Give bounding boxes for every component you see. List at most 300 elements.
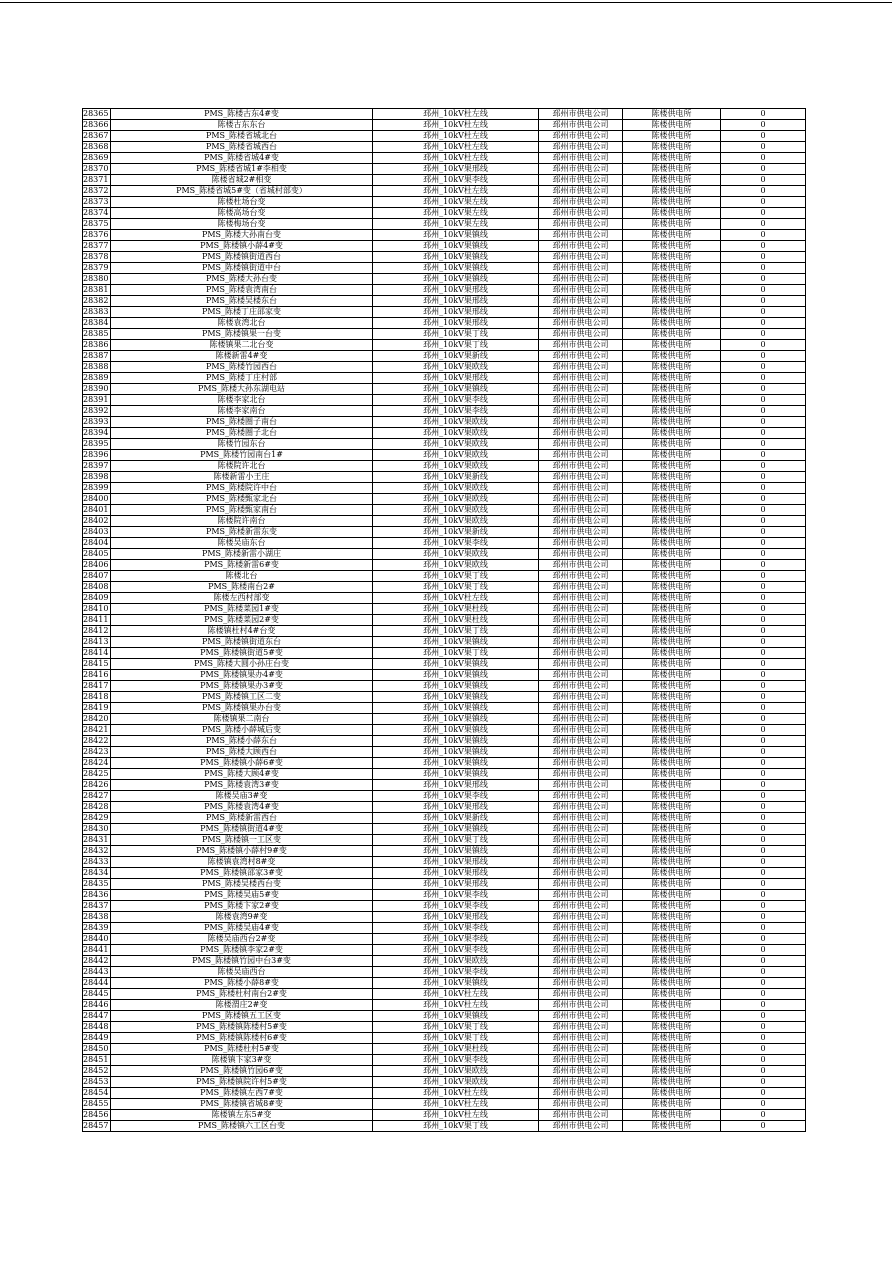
table-row xyxy=(83,538,806,549)
value-cell: 0 xyxy=(721,1088,806,1099)
supply-station-cell: 陈楼供电所 xyxy=(623,901,721,912)
station-name-cell: PMS_陈楼新雷小湖庄 xyxy=(111,549,373,560)
row-id-cell: 28388 xyxy=(83,362,111,373)
company-cell: 邳州市供电公司 xyxy=(539,560,623,571)
table-row xyxy=(83,120,806,131)
supply-station-cell: 陈楼供电所 xyxy=(623,549,721,560)
supply-station-cell: 陈楼供电所 xyxy=(623,791,721,802)
value-cell: 0 xyxy=(721,846,806,857)
value-cell: 0 xyxy=(721,802,806,813)
feeder-line-cell: 邳州_10kV果镇线 xyxy=(373,692,539,703)
table-row xyxy=(83,1011,806,1022)
station-name-cell: PMS_陈楼省城5#变（省城村部变） xyxy=(111,186,373,197)
row-id-cell: 28441 xyxy=(83,945,111,956)
station-name-cell: PMS_陈楼省城北台 xyxy=(111,131,373,142)
feeder-line-cell: 邳州_10kV果镇线 xyxy=(373,230,539,241)
feeder-line-cell: 邳州_10kV果欧线 xyxy=(373,428,539,439)
feeder-line-cell: 邳州_10kV果李线 xyxy=(373,791,539,802)
supply-station-cell: 陈楼供电所 xyxy=(623,461,721,472)
feeder-line-cell: 邳州_10kV杜左线 xyxy=(373,186,539,197)
station-name-cell: 陈楼镇杜村4#台变 xyxy=(111,626,373,637)
table-row xyxy=(83,736,806,747)
supply-station-cell: 陈楼供电所 xyxy=(623,1044,721,1055)
table-row xyxy=(83,934,806,945)
station-name-cell: PMS_陈楼镇左西7#变 xyxy=(111,1088,373,1099)
row-id-cell: 28415 xyxy=(83,659,111,670)
supply-station-cell: 陈楼供电所 xyxy=(623,857,721,868)
company-cell: 邳州市供电公司 xyxy=(539,153,623,164)
feeder-line-cell: 邳州_10kV果镇线 xyxy=(373,274,539,285)
feeder-line-cell: 邳州_10kV杜左线 xyxy=(373,120,539,131)
table-row xyxy=(83,692,806,703)
supply-station-cell: 陈楼供电所 xyxy=(623,208,721,219)
row-id-cell: 28416 xyxy=(83,670,111,681)
company-cell: 邳州市供电公司 xyxy=(539,428,623,439)
value-cell: 0 xyxy=(721,1077,806,1088)
supply-station-cell: 陈楼供电所 xyxy=(623,846,721,857)
feeder-line-cell: 邳州_10kV果欧线 xyxy=(373,516,539,527)
value-cell: 0 xyxy=(721,472,806,483)
company-cell: 邳州市供电公司 xyxy=(539,780,623,791)
feeder-line-cell: 邳州_10kV果李线 xyxy=(373,406,539,417)
supply-station-cell: 陈楼供电所 xyxy=(623,120,721,131)
value-cell: 0 xyxy=(721,736,806,747)
value-cell: 0 xyxy=(721,208,806,219)
row-id-cell: 28439 xyxy=(83,923,111,934)
company-cell: 邳州市供电公司 xyxy=(539,274,623,285)
value-cell: 0 xyxy=(721,637,806,648)
company-cell: 邳州市供电公司 xyxy=(539,1110,623,1121)
value-cell: 0 xyxy=(721,450,806,461)
feeder-line-cell: 邳州_10kV果丁线 xyxy=(373,571,539,582)
value-cell: 0 xyxy=(721,516,806,527)
company-cell: 邳州市供电公司 xyxy=(539,296,623,307)
company-cell: 邳州市供电公司 xyxy=(539,285,623,296)
station-name-cell: 陈楼吴庙3#变 xyxy=(111,791,373,802)
station-name-cell: 陈楼渭庄2#变 xyxy=(111,1000,373,1011)
company-cell: 邳州市供电公司 xyxy=(539,835,623,846)
station-name-cell: PMS_陈楼镇小薛6#变 xyxy=(111,758,373,769)
feeder-line-cell: 邳州_10kV果邢线 xyxy=(373,857,539,868)
supply-station-cell: 陈楼供电所 xyxy=(623,505,721,516)
company-cell: 邳州市供电公司 xyxy=(539,131,623,142)
value-cell: 0 xyxy=(721,395,806,406)
feeder-line-cell: 邳州_10kV杜左线 xyxy=(373,989,539,1000)
company-cell: 邳州市供电公司 xyxy=(539,648,623,659)
value-cell: 0 xyxy=(721,329,806,340)
value-cell: 0 xyxy=(721,648,806,659)
feeder-line-cell: 邳州_10kV果镇线 xyxy=(373,384,539,395)
supply-station-cell: 陈楼供电所 xyxy=(623,373,721,384)
value-cell: 0 xyxy=(721,769,806,780)
value-cell: 0 xyxy=(721,1033,806,1044)
table-row xyxy=(83,131,806,142)
station-name-cell: PMS_陈楼省城西台 xyxy=(111,142,373,153)
feeder-line-cell: 邳州_10kV果新线 xyxy=(373,813,539,824)
feeder-line-cell: 邳州_10kV果欧线 xyxy=(373,549,539,560)
company-cell: 邳州市供电公司 xyxy=(539,670,623,681)
feeder-line-cell: 邳州_10kV杜左线 xyxy=(373,131,539,142)
row-id-cell: 28453 xyxy=(83,1077,111,1088)
supply-station-cell: 陈楼供电所 xyxy=(623,1022,721,1033)
station-name-cell: PMS_陈楼镇竹园6#变 xyxy=(111,1066,373,1077)
supply-station-cell: 陈楼供电所 xyxy=(623,307,721,318)
table-row xyxy=(83,307,806,318)
row-id-cell: 28424 xyxy=(83,758,111,769)
feeder-line-cell: 邳州_10kV果邢线 xyxy=(373,802,539,813)
station-name-cell: PMS_陈楼吴楼东台 xyxy=(111,296,373,307)
company-cell: 邳州市供电公司 xyxy=(539,406,623,417)
company-cell: 邳州市供电公司 xyxy=(539,340,623,351)
supply-station-cell: 陈楼供电所 xyxy=(623,1099,721,1110)
supply-station-cell: 陈楼供电所 xyxy=(623,615,721,626)
row-id-cell: 28396 xyxy=(83,450,111,461)
table-row xyxy=(83,494,806,505)
station-name-cell: PMS_陈楼小薛东台 xyxy=(111,736,373,747)
feeder-line-cell: 邳州_10kV果欧线 xyxy=(373,1066,539,1077)
row-id-cell: 28367 xyxy=(83,131,111,142)
table-row xyxy=(83,923,806,934)
company-cell: 邳州市供电公司 xyxy=(539,1099,623,1110)
row-id-cell: 28380 xyxy=(83,274,111,285)
supply-station-cell: 陈楼供电所 xyxy=(623,1066,721,1077)
station-name-cell: PMS_陈楼杜村南台2#变 xyxy=(111,989,373,1000)
company-cell: 邳州市供电公司 xyxy=(539,329,623,340)
value-cell: 0 xyxy=(721,857,806,868)
value-cell: 0 xyxy=(721,879,806,890)
company-cell: 邳州市供电公司 xyxy=(539,373,623,384)
station-name-cell: PMS_陈楼小薛8#变 xyxy=(111,978,373,989)
table-row xyxy=(83,461,806,472)
table-row xyxy=(83,241,806,252)
supply-station-cell: 陈楼供电所 xyxy=(623,516,721,527)
value-cell: 0 xyxy=(721,1022,806,1033)
table-row xyxy=(83,329,806,340)
table-row xyxy=(83,967,806,978)
company-cell: 邳州市供电公司 xyxy=(539,505,623,516)
row-id-cell: 28371 xyxy=(83,175,111,186)
table-row xyxy=(83,351,806,362)
supply-station-cell: 陈楼供电所 xyxy=(623,1077,721,1088)
company-cell: 邳州市供电公司 xyxy=(539,483,623,494)
row-id-cell: 28409 xyxy=(83,593,111,604)
table-row xyxy=(83,637,806,648)
feeder-line-cell: 邳州_10kV果李线 xyxy=(373,538,539,549)
row-id-cell: 28404 xyxy=(83,538,111,549)
company-cell: 邳州市供电公司 xyxy=(539,692,623,703)
row-id-cell: 28381 xyxy=(83,285,111,296)
row-id-cell: 28375 xyxy=(83,219,111,230)
table-row xyxy=(83,505,806,516)
table-row xyxy=(83,230,806,241)
table-row xyxy=(83,1099,806,1110)
company-cell: 邳州市供电公司 xyxy=(539,175,623,186)
station-name-cell: 陈楼镇果二北台变 xyxy=(111,340,373,351)
station-name-cell: PMS_陈楼袁湾南台 xyxy=(111,285,373,296)
feeder-line-cell: 邳州_10kV果欧线 xyxy=(373,483,539,494)
feeder-line-cell: 邳州_10kV果镇线 xyxy=(373,758,539,769)
feeder-line-cell: 邳州_10kV果欧线 xyxy=(373,505,539,516)
company-cell: 邳州市供电公司 xyxy=(539,802,623,813)
feeder-line-cell: 邳州_10kV杜左线 xyxy=(373,153,539,164)
company-cell: 邳州市供电公司 xyxy=(539,912,623,923)
row-id-cell: 28422 xyxy=(83,736,111,747)
supply-station-cell: 陈楼供电所 xyxy=(623,670,721,681)
supply-station-cell: 陈楼供电所 xyxy=(623,417,721,428)
station-name-cell: PMS_陈楼镇陈楼村6#变 xyxy=(111,1033,373,1044)
row-id-cell: 28452 xyxy=(83,1066,111,1077)
row-id-cell: 28397 xyxy=(83,461,111,472)
station-name-cell: PMS_陈楼袁湾4#变 xyxy=(111,802,373,813)
table-row xyxy=(83,615,806,626)
supply-station-cell: 陈楼供电所 xyxy=(623,384,721,395)
value-cell: 0 xyxy=(721,780,806,791)
station-name-cell: 陈楼北台 xyxy=(111,571,373,582)
row-id-cell: 28454 xyxy=(83,1088,111,1099)
table-row xyxy=(83,1022,806,1033)
supply-station-cell: 陈楼供电所 xyxy=(623,263,721,274)
row-id-cell: 28411 xyxy=(83,615,111,626)
feeder-line-cell: 邳州_10kV果邢线 xyxy=(373,296,539,307)
company-cell: 邳州市供电公司 xyxy=(539,538,623,549)
supply-station-cell: 陈楼供电所 xyxy=(623,318,721,329)
feeder-line-cell: 邳州_10kV果镇线 xyxy=(373,736,539,747)
station-name-cell: PMS_陈楼丁庄村部 xyxy=(111,373,373,384)
station-name-cell: PMS_陈楼新雷西台 xyxy=(111,813,373,824)
supply-station-cell: 陈楼供电所 xyxy=(623,956,721,967)
feeder-line-cell: 邳州_10kV果丁线 xyxy=(373,1121,539,1132)
row-id-cell: 28417 xyxy=(83,681,111,692)
value-cell: 0 xyxy=(721,692,806,703)
company-cell: 邳州市供电公司 xyxy=(539,230,623,241)
row-id-cell: 28421 xyxy=(83,725,111,736)
value-cell: 0 xyxy=(721,560,806,571)
company-cell: 邳州市供电公司 xyxy=(539,362,623,373)
row-id-cell: 28366 xyxy=(83,120,111,131)
value-cell: 0 xyxy=(721,945,806,956)
value-cell: 0 xyxy=(721,890,806,901)
row-id-cell: 28392 xyxy=(83,406,111,417)
station-name-cell: PMS_陈楼镇果一台变 xyxy=(111,329,373,340)
supply-station-cell: 陈楼供电所 xyxy=(623,758,721,769)
feeder-line-cell: 邳州_10kV果丁线 xyxy=(373,1022,539,1033)
company-cell: 邳州市供电公司 xyxy=(539,1066,623,1077)
table-row xyxy=(83,362,806,373)
supply-station-cell: 陈楼供电所 xyxy=(623,538,721,549)
row-id-cell: 28368 xyxy=(83,142,111,153)
station-name-cell: 陈楼新雷小王庄 xyxy=(111,472,373,483)
station-name-cell: 陈楼袁湾9#变 xyxy=(111,912,373,923)
value-cell: 0 xyxy=(721,703,806,714)
station-name-cell: PMS_陈楼杜村5#变 xyxy=(111,1044,373,1055)
value-cell: 0 xyxy=(721,549,806,560)
value-cell: 0 xyxy=(721,967,806,978)
table-row xyxy=(83,197,806,208)
company-cell: 邳州市供电公司 xyxy=(539,1022,623,1033)
company-cell: 邳州市供电公司 xyxy=(539,615,623,626)
row-id-cell: 28443 xyxy=(83,967,111,978)
station-name-cell: PMS_陈楼镇五工区变 xyxy=(111,1011,373,1022)
supply-station-cell: 陈楼供电所 xyxy=(623,582,721,593)
station-name-cell: 陈楼院许南台 xyxy=(111,516,373,527)
supply-station-cell: 陈楼供电所 xyxy=(623,1033,721,1044)
supply-station-cell: 陈楼供电所 xyxy=(623,1121,721,1132)
station-name-cell: 陈楼李家北台 xyxy=(111,395,373,406)
company-cell: 邳州市供电公司 xyxy=(539,934,623,945)
row-id-cell: 28426 xyxy=(83,780,111,791)
supply-station-cell: 陈楼供电所 xyxy=(623,879,721,890)
company-cell: 邳州市供电公司 xyxy=(539,593,623,604)
value-cell: 0 xyxy=(721,824,806,835)
feeder-line-cell: 邳州_10kV果新线 xyxy=(373,527,539,538)
value-cell: 0 xyxy=(721,153,806,164)
row-id-cell: 28393 xyxy=(83,417,111,428)
value-cell: 0 xyxy=(721,1099,806,1110)
value-cell: 0 xyxy=(721,351,806,362)
station-name-cell: PMS_陈楼大孙东湖电站 xyxy=(111,384,373,395)
value-cell: 0 xyxy=(721,120,806,131)
station-name-cell: 陈楼镇果二南台 xyxy=(111,714,373,725)
table-row xyxy=(83,1055,806,1066)
feeder-line-cell: 邳州_10kV果欧线 xyxy=(373,417,539,428)
supply-station-cell: 陈楼供电所 xyxy=(623,230,721,241)
supply-station-cell: 陈楼供电所 xyxy=(623,1000,721,1011)
feeder-line-cell: 邳州_10kV果邢线 xyxy=(373,780,539,791)
company-cell: 邳州市供电公司 xyxy=(539,219,623,230)
company-cell: 邳州市供电公司 xyxy=(539,549,623,560)
supply-station-cell: 陈楼供电所 xyxy=(623,494,721,505)
supply-station-cell: 陈楼供电所 xyxy=(623,912,721,923)
table-row xyxy=(83,626,806,637)
company-cell: 邳州市供电公司 xyxy=(539,186,623,197)
feeder-line-cell: 邳州_10kV果杜线 xyxy=(373,615,539,626)
company-cell: 邳州市供电公司 xyxy=(539,703,623,714)
feeder-line-cell: 邳州_10kV果邢线 xyxy=(373,285,539,296)
feeder-line-cell: 邳州_10kV果镇线 xyxy=(373,824,539,835)
value-cell: 0 xyxy=(721,439,806,450)
supply-station-cell: 陈楼供电所 xyxy=(623,296,721,307)
company-cell: 邳州市供电公司 xyxy=(539,758,623,769)
feeder-line-cell: 邳州_10kV果新线 xyxy=(373,351,539,362)
supply-station-cell: 陈楼供电所 xyxy=(623,681,721,692)
value-cell: 0 xyxy=(721,230,806,241)
company-cell: 邳州市供电公司 xyxy=(539,890,623,901)
row-id-cell: 28445 xyxy=(83,989,111,1000)
supply-station-cell: 陈楼供电所 xyxy=(623,406,721,417)
table-row xyxy=(83,1121,806,1132)
supply-station-cell: 陈楼供电所 xyxy=(623,472,721,483)
table-row xyxy=(83,604,806,615)
feeder-line-cell: 邳州_10kV果欧线 xyxy=(373,560,539,571)
table-row xyxy=(83,527,806,538)
table-row xyxy=(83,769,806,780)
supply-station-cell: 陈楼供电所 xyxy=(623,329,721,340)
supply-station-cell: 陈楼供电所 xyxy=(623,934,721,945)
value-cell: 0 xyxy=(721,912,806,923)
feeder-line-cell: 邳州_10kV果丁线 xyxy=(373,1033,539,1044)
row-id-cell: 28390 xyxy=(83,384,111,395)
feeder-line-cell: 邳州_10kV果杜线 xyxy=(373,1044,539,1055)
value-cell: 0 xyxy=(721,285,806,296)
row-id-cell: 28406 xyxy=(83,560,111,571)
company-cell: 邳州市供电公司 xyxy=(539,1044,623,1055)
company-cell: 邳州市供电公司 xyxy=(539,527,623,538)
station-name-cell: PMS_陈楼镇一工区变 xyxy=(111,835,373,846)
row-id-cell: 28383 xyxy=(83,307,111,318)
value-cell: 0 xyxy=(721,527,806,538)
feeder-line-cell: 邳州_10kV果丁线 xyxy=(373,835,539,846)
table-row xyxy=(83,1066,806,1077)
supply-station-cell: 陈楼供电所 xyxy=(623,197,721,208)
station-name-cell: PMS_陈楼竹园南台1# xyxy=(111,450,373,461)
row-id-cell: 28389 xyxy=(83,373,111,384)
table-body xyxy=(83,109,806,1132)
row-id-cell: 28423 xyxy=(83,747,111,758)
supply-station-cell: 陈楼供电所 xyxy=(623,142,721,153)
company-cell: 邳州市供电公司 xyxy=(539,747,623,758)
company-cell: 邳州市供电公司 xyxy=(539,791,623,802)
station-name-cell: PMS_陈楼镇竹园中台3#变 xyxy=(111,956,373,967)
supply-station-cell: 陈楼供电所 xyxy=(623,824,721,835)
value-cell: 0 xyxy=(721,725,806,736)
company-cell: 邳州市供电公司 xyxy=(539,626,623,637)
supply-station-cell: 陈楼供电所 xyxy=(623,571,721,582)
supply-station-cell: 陈楼供电所 xyxy=(623,450,721,461)
table-row xyxy=(83,714,806,725)
station-name-cell: PMS_陈楼大顾4#变 xyxy=(111,769,373,780)
row-id-cell: 28447 xyxy=(83,1011,111,1022)
value-cell: 0 xyxy=(721,505,806,516)
value-cell: 0 xyxy=(721,384,806,395)
company-cell: 邳州市供电公司 xyxy=(539,714,623,725)
table-row xyxy=(83,208,806,219)
feeder-line-cell: 邳州_10kV果邢线 xyxy=(373,307,539,318)
station-name-cell: 陈楼吴庙西台 xyxy=(111,967,373,978)
table-row xyxy=(83,857,806,868)
table-row xyxy=(83,252,806,263)
station-name-cell: 陈楼袁湾北台 xyxy=(111,318,373,329)
station-name-cell: PMS_陈楼圈子南台 xyxy=(111,417,373,428)
table-row xyxy=(83,989,806,1000)
feeder-line-cell: 邳州_10kV果丁线 xyxy=(373,582,539,593)
company-cell: 邳州市供电公司 xyxy=(539,208,623,219)
value-cell: 0 xyxy=(721,571,806,582)
feeder-line-cell: 邳州_10kV果镇线 xyxy=(373,703,539,714)
value-cell: 0 xyxy=(721,1121,806,1132)
value-cell: 0 xyxy=(721,362,806,373)
feeder-line-cell: 邳州_10kV杜左线 xyxy=(373,109,539,120)
table-row xyxy=(83,582,806,593)
row-id-cell: 28412 xyxy=(83,626,111,637)
row-id-cell: 28438 xyxy=(83,912,111,923)
row-id-cell: 28408 xyxy=(83,582,111,593)
feeder-line-cell: 邳州_10kV果镇线 xyxy=(373,714,539,725)
feeder-line-cell: 邳州_10kV果李线 xyxy=(373,923,539,934)
station-name-cell: PMS_陈楼镇省城8#变 xyxy=(111,1099,373,1110)
feeder-line-cell: 邳州_10kV果镇线 xyxy=(373,769,539,780)
company-cell: 邳州市供电公司 xyxy=(539,879,623,890)
station-name-cell: PMS_陈楼镇街道4#变 xyxy=(111,824,373,835)
table-row xyxy=(83,703,806,714)
feeder-line-cell: 邳州_10kV果镇线 xyxy=(373,241,539,252)
row-id-cell: 28436 xyxy=(83,890,111,901)
value-cell: 0 xyxy=(721,868,806,879)
row-id-cell: 28373 xyxy=(83,197,111,208)
company-cell: 邳州市供电公司 xyxy=(539,197,623,208)
company-cell: 邳州市供电公司 xyxy=(539,142,623,153)
station-name-cell: PMS_陈楼大孙台变 xyxy=(111,274,373,285)
station-name-cell: 陈楼省城2#相变 xyxy=(111,175,373,186)
